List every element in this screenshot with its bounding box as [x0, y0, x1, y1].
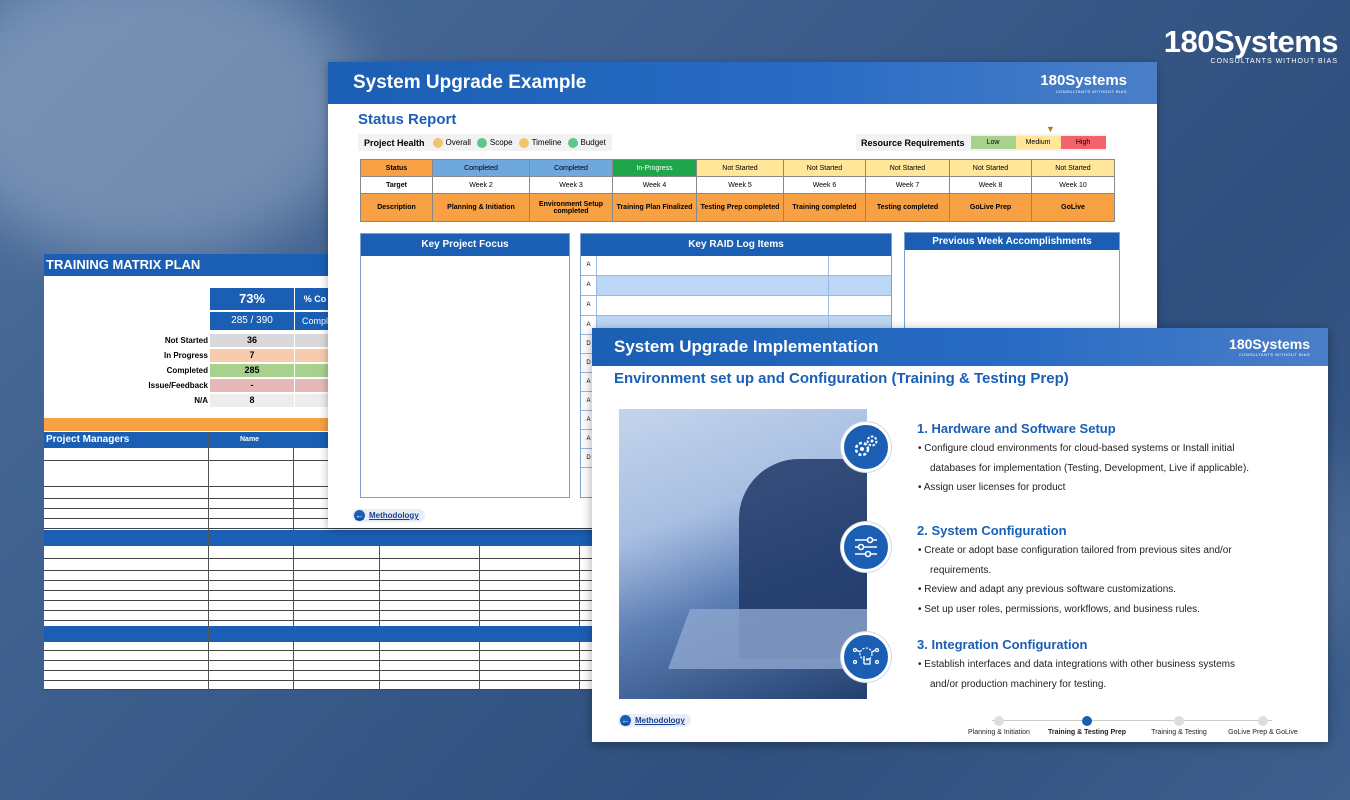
raid-type: A	[581, 256, 597, 275]
impl-logo-tagline: CONSULTANTS WITHOUT BIAS	[1238, 352, 1310, 357]
ratio-complete: 285 / 390	[210, 312, 294, 330]
section-bullet: requirements.	[930, 564, 992, 576]
report-logo-text: 180Systems	[1040, 72, 1127, 89]
timeline-row-label: Status	[361, 160, 433, 177]
implementation-slide	[592, 328, 1328, 742]
raid-type: A	[581, 430, 597, 448]
timeline-cell: Planning & Initiation	[433, 194, 530, 222]
section-title: 2. System Configuration	[917, 523, 1067, 538]
report-logo	[1040, 72, 1127, 94]
timeline-cell: Week 2	[433, 177, 530, 194]
grid-line	[44, 600, 604, 601]
percent-complete: 73%	[210, 288, 294, 310]
integration-hand-icon	[841, 632, 891, 682]
impl-methodology-label: Methodology	[635, 716, 685, 725]
key-project-focus-panel	[360, 233, 570, 498]
raid-type: A	[581, 392, 597, 410]
raid-desc	[597, 256, 829, 275]
timeline-cell: Week 5	[697, 177, 784, 194]
timeline-cell: Week 3	[530, 177, 613, 194]
timeline-cell: In-Progress	[613, 160, 697, 177]
impl-methodology-link[interactable]	[618, 714, 691, 727]
timeline-cell: Testing Prep completed	[697, 194, 784, 222]
laptop-photo	[619, 409, 867, 699]
raid-type: A	[581, 316, 597, 334]
col-divider	[379, 530, 380, 690]
raid-type: A	[581, 296, 597, 315]
health-dot-icon	[433, 138, 443, 148]
step-label: Training & Testing	[1151, 729, 1207, 736]
timeline-cell: Week 7	[866, 177, 950, 194]
previous-week-panel	[904, 232, 1120, 332]
raid-row	[581, 296, 891, 316]
raid-desc	[597, 276, 829, 295]
blue-band	[44, 626, 604, 642]
grid-line	[44, 528, 604, 529]
blue-band	[44, 530, 604, 546]
status-report-heading: Status Report	[358, 111, 457, 128]
step-dot-icon	[1258, 716, 1268, 726]
col-divider	[579, 530, 580, 690]
grid-line	[44, 620, 604, 621]
brand-logo	[1164, 24, 1338, 65]
timeline-cell: GoLive	[1032, 194, 1115, 222]
timeline-cell: Environment Setup completed	[530, 194, 613, 222]
ratio-label: Compl	[295, 312, 335, 330]
stat-label: Not Started	[164, 336, 208, 345]
resource-level: High	[1061, 136, 1106, 149]
raid-type: A	[581, 411, 597, 429]
raid-type: D	[581, 449, 597, 467]
matrix-title: TRAINING MATRIX PLAN	[44, 254, 604, 276]
grid-line	[44, 650, 604, 651]
col-divider	[208, 432, 209, 690]
resource-level: Low	[971, 136, 1016, 149]
focus-header: Key Project Focus	[361, 234, 569, 256]
raid-type: D	[581, 335, 597, 353]
raid-header: Key RAID Log Items	[581, 234, 891, 256]
grid-line	[44, 670, 604, 671]
health-item	[477, 138, 513, 148]
grid-line	[44, 680, 604, 681]
health-item	[568, 138, 606, 148]
raid-type: A	[581, 276, 597, 295]
stat-label: Issue/Feedback	[148, 381, 208, 390]
progress-step[interactable]	[1134, 716, 1224, 736]
medium-marker-icon: ▼	[1046, 124, 1055, 134]
methodology-label: Methodology	[369, 511, 419, 520]
health-dot-icon	[519, 138, 529, 148]
timeline-cell: Week 10	[1032, 177, 1115, 194]
progress-step[interactable]	[954, 716, 1044, 736]
health-dot-icon	[568, 138, 578, 148]
timeline-row	[361, 160, 1115, 177]
progress-step[interactable]	[1042, 716, 1132, 736]
timeline-cell: Not Started	[697, 160, 784, 177]
timeline-cell: Week 8	[950, 177, 1032, 194]
timeline-cell: Week 6	[784, 177, 866, 194]
section-bullet: databases for implementation (Testing, Development, Live if applicable).	[930, 462, 1250, 474]
col-divider	[479, 530, 480, 690]
sliders-icon	[841, 522, 891, 572]
report-banner	[328, 62, 1157, 104]
health-item-label: Overall	[445, 138, 471, 147]
section-bullet: and/or production machinery for testing.	[930, 678, 1107, 690]
prev-header: Previous Week Accomplishments	[905, 233, 1119, 250]
grid-line	[44, 689, 604, 690]
back-arrow-icon: ←	[355, 511, 364, 520]
raid-type: A	[581, 373, 597, 391]
logo-tagline: CONSULTANTS WITHOUT BIAS	[1210, 58, 1338, 65]
stat-value: -	[210, 379, 294, 392]
timeline-cell: Completed	[433, 160, 530, 177]
grid-line	[44, 570, 604, 571]
raid-owner	[829, 296, 891, 315]
stat-label: Completed	[166, 366, 208, 375]
grid-line	[44, 590, 604, 591]
grid-line	[44, 580, 604, 581]
step-label: GoLive Prep & GoLive	[1228, 729, 1298, 736]
health-item	[519, 138, 562, 148]
timeline-cell: Week 4	[613, 177, 697, 194]
stat-label: N/A	[194, 396, 208, 405]
report-logo-tagline: CONSULTANTS WITHOUT BIAS	[1055, 89, 1127, 94]
pm-header: Project Managers	[46, 434, 130, 445]
timeline-row-label: Description	[361, 194, 433, 222]
col-divider	[293, 432, 294, 690]
methodology-link[interactable]	[352, 509, 425, 522]
grid-line	[44, 610, 604, 611]
timeline-cell: Training Plan Finalized	[613, 194, 697, 222]
section-bullet: • Review and adapt any previous software customizations.	[918, 584, 1177, 595]
timeline-table	[360, 159, 1115, 222]
section-bullet: • Create or adopt base configuration tailored from previous sites and/or	[918, 545, 1232, 556]
percent-label: % Co	[295, 288, 335, 310]
gears-icon	[841, 422, 891, 472]
step-dot-icon	[1082, 716, 1092, 726]
step-label: Training & Testing Prep	[1047, 729, 1127, 736]
impl-title: System Upgrade Implementation	[614, 337, 879, 356]
timeline-cell: Testing completed	[866, 194, 950, 222]
health-item-label: Budget	[580, 138, 606, 147]
raid-row	[581, 276, 891, 296]
impl-subtitle: Environment set up and Configuration (Training & Testing Prep)	[614, 370, 1069, 387]
raid-desc	[597, 296, 829, 315]
grid-line	[44, 660, 604, 661]
timeline-cell: Not Started	[866, 160, 950, 177]
raid-row	[581, 256, 891, 276]
stat-value: 285	[210, 364, 294, 377]
health-item-label: Timeline	[531, 138, 562, 147]
logo-text: 180Systems	[1163, 24, 1338, 59]
resource-level: Medium	[1016, 136, 1061, 149]
report-title: System Upgrade Example	[353, 72, 587, 93]
resource-label: Resource Requirements	[861, 137, 965, 148]
health-dot-icon	[477, 138, 487, 148]
step-label: Planning & Initiation	[968, 729, 1030, 736]
timeline-cell: Training completed	[784, 194, 866, 222]
section-bullet: • Set up user roles, permissions, workflows, and business rules.	[918, 603, 1200, 615]
health-label: Project Health	[364, 137, 425, 148]
section-title: 3. Integration Configuration	[917, 637, 1088, 652]
back-arrow-icon: ←	[621, 716, 630, 725]
impl-logo-text: 180Systems	[1229, 336, 1310, 352]
timeline-cell: Not Started	[1032, 160, 1115, 177]
raid-type: D	[581, 354, 597, 372]
grid-line	[44, 558, 604, 559]
timeline-cell: Completed	[530, 160, 613, 177]
impl-logo	[1229, 336, 1310, 357]
timeline-cell: Not Started	[784, 160, 866, 177]
stat-value: 8	[210, 394, 294, 407]
section-title: 1. Hardware and Software Setup	[917, 421, 1116, 436]
raid-owner	[829, 256, 891, 275]
raid-owner	[829, 276, 891, 295]
resource-requirements	[856, 124, 1106, 151]
timeline-row	[361, 194, 1115, 222]
timeline-cell: GoLive Prep	[950, 194, 1032, 222]
timeline-row	[361, 177, 1115, 194]
health-item-label: Scope	[489, 138, 513, 147]
stat-label: In Progress	[163, 351, 208, 360]
health-item	[433, 138, 471, 148]
timeline-cell: Not Started	[950, 160, 1032, 177]
stat-value: 7	[210, 349, 294, 362]
name-col-header: Name	[240, 436, 260, 443]
photo-laptop	[668, 609, 867, 669]
timeline-row-label: Target	[361, 177, 433, 194]
impl-banner	[592, 328, 1328, 366]
stat-value: 36	[210, 334, 294, 347]
section-bullet: • Establish interfaces and data integrations with other business systems	[918, 659, 1235, 670]
progress-step[interactable]	[1218, 716, 1308, 736]
section-bullet: • Configure cloud environments for cloud-based systems or Install initial	[918, 443, 1235, 454]
project-health	[358, 134, 612, 151]
progress-steps	[962, 716, 1302, 736]
step-dot-icon	[994, 716, 1004, 726]
background-blur	[0, 0, 360, 260]
section-bullet: • Assign user licenses for product	[918, 482, 1066, 493]
step-dot-icon	[1174, 716, 1184, 726]
